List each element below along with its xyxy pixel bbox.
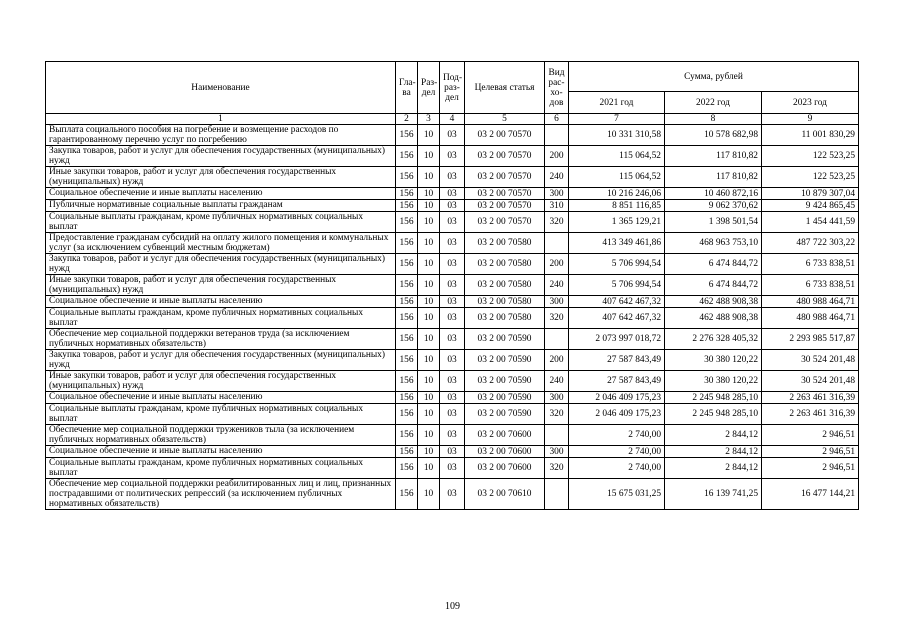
row-subsection: 03 <box>440 479 465 510</box>
row-section: 10 <box>418 233 440 254</box>
row-sum-2023: 10 879 307,04 <box>762 188 859 200</box>
row-sum-2022: 468 963 753,10 <box>665 233 762 254</box>
row-expense-type: 240 <box>545 371 569 392</box>
page-number: 109 <box>445 601 460 612</box>
row-name: Социальные выплаты гражданам, кроме публичных нормативных социальных выплат <box>46 404 396 425</box>
row-expense-type: 300 <box>545 446 569 458</box>
row-sum-2023: 1 454 441,59 <box>762 212 859 233</box>
row-sum-2022: 2 844,12 <box>665 458 762 479</box>
row-sum-2021: 1 365 129,21 <box>569 212 665 233</box>
row-chapter: 156 <box>396 275 418 296</box>
row-chapter: 156 <box>396 350 418 371</box>
row-expense-type: 320 <box>545 458 569 479</box>
row-chapter: 156 <box>396 212 418 233</box>
row-target-article: 03 2 00 70570 <box>465 212 545 233</box>
row-sum-2021: 5 706 994,54 <box>569 275 665 296</box>
row-target-article: 03 2 00 70590 <box>465 329 545 350</box>
row-chapter: 156 <box>396 254 418 275</box>
row-sum-2021: 10 216 246,06 <box>569 188 665 200</box>
row-sum-2022: 6 474 844,72 <box>665 254 762 275</box>
column-number: 8 <box>665 114 762 125</box>
row-chapter: 156 <box>396 146 418 167</box>
row-expense-type: 320 <box>545 404 569 425</box>
row-expense-type: 300 <box>545 392 569 404</box>
table-row <box>46 479 859 510</box>
row-subsection: 03 <box>440 371 465 392</box>
row-target-article: 03 2 00 70590 <box>465 371 545 392</box>
row-sum-2021: 2 740,00 <box>569 425 665 446</box>
row-target-article: 03 2 00 70580 <box>465 308 545 329</box>
row-sum-2023: 9 424 865,45 <box>762 200 859 212</box>
row-expense-type: 300 <box>545 296 569 308</box>
row-sum-2023: 2 946,51 <box>762 425 859 446</box>
table-row <box>46 275 859 296</box>
row-sum-2021: 2 046 409 175,23 <box>569 392 665 404</box>
row-sum-2022: 2 245 948 285,10 <box>665 392 762 404</box>
row-chapter: 156 <box>396 404 418 425</box>
row-subsection: 03 <box>440 200 465 212</box>
row-name: Социальные выплаты гражданам, кроме публичных нормативных социальных выплат <box>46 458 396 479</box>
row-expense-type: 240 <box>545 275 569 296</box>
row-subsection: 03 <box>440 308 465 329</box>
row-name: Закупка товаров, работ и услуг для обеспечения государственных (муниципальных) нужд <box>46 350 396 371</box>
row-section: 10 <box>418 329 440 350</box>
row-name: Социальные выплаты гражданам, кроме публичных нормативных социальных выплат <box>46 212 396 233</box>
row-expense-type: 200 <box>545 146 569 167</box>
table-row <box>46 125 859 146</box>
table-row <box>46 233 859 254</box>
row-sum-2023: 30 524 201,48 <box>762 371 859 392</box>
row-section: 10 <box>418 350 440 371</box>
row-section: 10 <box>418 146 440 167</box>
row-chapter: 156 <box>396 167 418 188</box>
row-chapter: 156 <box>396 329 418 350</box>
row-name: Социальное обеспечение и иные выплаты населению <box>46 392 396 404</box>
row-sum-2023: 122 523,25 <box>762 146 859 167</box>
row-target-article: 03 2 00 70610 <box>465 479 545 510</box>
row-sum-2021: 2 046 409 175,23 <box>569 404 665 425</box>
table-row <box>46 446 859 458</box>
row-subsection: 03 <box>440 146 465 167</box>
row-chapter: 156 <box>396 188 418 200</box>
table-row <box>46 296 859 308</box>
row-sum-2022: 2 844,12 <box>665 425 762 446</box>
row-sum-2021: 407 642 467,32 <box>569 296 665 308</box>
row-chapter: 156 <box>396 296 418 308</box>
row-section: 10 <box>418 479 440 510</box>
row-sum-2022: 16 139 741,25 <box>665 479 762 510</box>
row-sum-2023: 2 946,51 <box>762 458 859 479</box>
column-number: 5 <box>465 114 545 125</box>
row-sum-2023: 11 001 830,29 <box>762 125 859 146</box>
row-sum-2022: 6 474 844,72 <box>665 275 762 296</box>
row-section: 10 <box>418 425 440 446</box>
row-sum-2022: 10 460 872,16 <box>665 188 762 200</box>
row-sum-2022: 30 380 120,22 <box>665 350 762 371</box>
row-target-article: 03 2 00 70570 <box>465 125 545 146</box>
row-section: 10 <box>418 167 440 188</box>
header-section: Раз-дел <box>418 62 440 114</box>
row-chapter: 156 <box>396 233 418 254</box>
table-row <box>46 458 859 479</box>
row-sum-2021: 115 064,52 <box>569 146 665 167</box>
row-section: 10 <box>418 371 440 392</box>
row-subsection: 03 <box>440 425 465 446</box>
header-expense-type: Вид рас-хо-дов <box>545 62 569 114</box>
row-chapter: 156 <box>396 446 418 458</box>
row-subsection: 03 <box>440 275 465 296</box>
row-section: 10 <box>418 404 440 425</box>
row-name: Предоставление гражданам субсидий на оплату жилого помещения и коммунальных услуг (за исключением субвенций местным бюджетам) <box>46 233 396 254</box>
row-target-article: 03 2 00 70570 <box>465 188 545 200</box>
header-2023: 2023 год <box>762 92 859 114</box>
row-section: 10 <box>418 125 440 146</box>
row-name: Обеспечение мер социальной поддержки тружеников тыла (за исключением публичных нормативных обязательств) <box>46 425 396 446</box>
row-name: Социальное обеспечение и иные выплаты населению <box>46 446 396 458</box>
header-target: Целевая статья <box>465 62 545 114</box>
row-expense-type: 200 <box>545 254 569 275</box>
row-subsection: 03 <box>440 125 465 146</box>
table-row <box>46 200 859 212</box>
header-2022: 2022 год <box>665 92 762 114</box>
column-number: 9 <box>762 114 859 125</box>
row-expense-type: 310 <box>545 200 569 212</box>
row-name: Иные закупки товаров, работ и услуг для обеспечения государственных (муниципальных) нужд <box>46 275 396 296</box>
row-sum-2023: 2 946,51 <box>762 446 859 458</box>
row-sum-2021: 115 064,52 <box>569 167 665 188</box>
row-target-article: 03 2 00 70570 <box>465 200 545 212</box>
table-row <box>46 329 859 350</box>
row-chapter: 156 <box>396 425 418 446</box>
header-2021: 2021 год <box>569 92 665 114</box>
row-sum-2022: 117 810,82 <box>665 167 762 188</box>
row-target-article: 03 2 00 70600 <box>465 446 545 458</box>
row-chapter: 156 <box>396 371 418 392</box>
row-sum-2021: 2 740,00 <box>569 458 665 479</box>
row-sum-2022: 9 062 370,62 <box>665 200 762 212</box>
row-sum-2022: 2 245 948 285,10 <box>665 404 762 425</box>
row-section: 10 <box>418 254 440 275</box>
table-row <box>46 308 859 329</box>
row-sum-2021: 2 740,00 <box>569 446 665 458</box>
column-number: 4 <box>440 114 465 125</box>
row-sum-2022: 1 398 501,54 <box>665 212 762 233</box>
row-expense-type: 320 <box>545 308 569 329</box>
row-target-article: 03 2 00 70570 <box>465 146 545 167</box>
row-sum-2022: 2 276 328 405,32 <box>665 329 762 350</box>
header-chapter: Гла-ва <box>396 62 418 114</box>
row-subsection: 03 <box>440 254 465 275</box>
row-sum-2023: 6 733 838,51 <box>762 275 859 296</box>
row-sum-2022: 30 380 120,22 <box>665 371 762 392</box>
row-sum-2021: 27 587 843,49 <box>569 350 665 371</box>
row-target-article: 03 2 00 70580 <box>465 233 545 254</box>
row-sum-2021: 15 675 031,25 <box>569 479 665 510</box>
row-subsection: 03 <box>440 404 465 425</box>
row-sum-2021: 407 642 467,32 <box>569 308 665 329</box>
row-target-article: 03 2 00 70600 <box>465 458 545 479</box>
row-subsection: 03 <box>440 392 465 404</box>
table-row <box>46 392 859 404</box>
row-section: 10 <box>418 392 440 404</box>
header-sum: Сумма, рублей <box>569 62 859 92</box>
row-name: Иные закупки товаров, работ и услуг для обеспечения государственных (муниципальных) нужд <box>46 167 396 188</box>
row-expense-type <box>545 125 569 146</box>
row-expense-type <box>545 425 569 446</box>
row-expense-type <box>545 329 569 350</box>
row-chapter: 156 <box>396 308 418 329</box>
row-sum-2023: 16 477 144,21 <box>762 479 859 510</box>
row-sum-2021: 10 331 310,58 <box>569 125 665 146</box>
row-subsection: 03 <box>440 458 465 479</box>
row-target-article: 03 2 00 70590 <box>465 404 545 425</box>
row-expense-type <box>545 233 569 254</box>
row-expense-type: 320 <box>545 212 569 233</box>
row-target-article: 03 2 00 70580 <box>465 275 545 296</box>
column-number: 2 <box>396 114 418 125</box>
row-target-article: 03 2 00 70580 <box>465 296 545 308</box>
row-name: Закупка товаров, работ и услуг для обеспечения государственных (муниципальных) нужд <box>46 146 396 167</box>
row-chapter: 156 <box>396 125 418 146</box>
row-sum-2021: 5 706 994,54 <box>569 254 665 275</box>
row-name: Обеспечение мер социальной поддержки реабилитированных лиц и лиц, признанных пострадавшими от политических репрессий (за исключением публичных нормативных обязательств) <box>46 479 396 510</box>
row-sum-2023: 6 733 838,51 <box>762 254 859 275</box>
row-sum-2021: 413 349 461,86 <box>569 233 665 254</box>
row-name: Закупка товаров, работ и услуг для обеспечения государственных (муниципальных) нужд <box>46 254 396 275</box>
row-expense-type: 200 <box>545 350 569 371</box>
budget-table <box>45 61 859 510</box>
column-number: 3 <box>418 114 440 125</box>
row-section: 10 <box>418 296 440 308</box>
row-name: Выплата социального пособия на погребение и возмещение расходов по гарантированному перечню услуг по погребению <box>46 125 396 146</box>
row-section: 10 <box>418 308 440 329</box>
row-subsection: 03 <box>440 329 465 350</box>
row-sum-2022: 2 844,12 <box>665 446 762 458</box>
row-sum-2023: 487 722 303,22 <box>762 233 859 254</box>
row-name: Социальное обеспечение и иные выплаты населению <box>46 296 396 308</box>
row-section: 10 <box>418 188 440 200</box>
row-sum-2021: 2 073 997 018,72 <box>569 329 665 350</box>
row-sum-2022: 462 488 908,38 <box>665 296 762 308</box>
row-name: Социальное обеспечение и иные выплаты населению <box>46 188 396 200</box>
row-sum-2023: 122 523,25 <box>762 167 859 188</box>
table-row <box>46 188 859 200</box>
row-expense-type: 300 <box>545 188 569 200</box>
row-chapter: 156 <box>396 392 418 404</box>
table-row <box>46 404 859 425</box>
row-sum-2022: 10 578 682,98 <box>665 125 762 146</box>
row-subsection: 03 <box>440 350 465 371</box>
row-target-article: 03 2 00 70570 <box>465 167 545 188</box>
row-sum-2023: 480 988 464,71 <box>762 296 859 308</box>
row-subsection: 03 <box>440 446 465 458</box>
row-name: Социальные выплаты гражданам, кроме публичных нормативных социальных выплат <box>46 308 396 329</box>
row-sum-2022: 117 810,82 <box>665 146 762 167</box>
row-name: Обеспечение мер социальной поддержки ветеранов труда (за исключением публичных нормативных обязательств) <box>46 329 396 350</box>
row-target-article: 03 2 00 70590 <box>465 392 545 404</box>
table-row <box>46 254 859 275</box>
row-section: 10 <box>418 275 440 296</box>
row-sum-2023: 2 263 461 316,39 <box>762 392 859 404</box>
row-sum-2021: 8 851 116,85 <box>569 200 665 212</box>
table-row <box>46 146 859 167</box>
row-sum-2023: 2 263 461 316,39 <box>762 404 859 425</box>
column-number: 6 <box>545 114 569 125</box>
header-name: Наименование <box>46 62 396 114</box>
row-chapter: 156 <box>396 200 418 212</box>
row-name: Публичные нормативные социальные выплаты гражданам <box>46 200 396 212</box>
row-sum-2022: 462 488 908,38 <box>665 308 762 329</box>
row-subsection: 03 <box>440 296 465 308</box>
row-section: 10 <box>418 212 440 233</box>
row-sum-2023: 2 293 985 517,87 <box>762 329 859 350</box>
column-number: 7 <box>569 114 665 125</box>
row-sum-2021: 27 587 843,49 <box>569 371 665 392</box>
table-body <box>46 125 859 510</box>
table-row <box>46 350 859 371</box>
row-target-article: 03 2 00 70600 <box>465 425 545 446</box>
table-row <box>46 371 859 392</box>
row-chapter: 156 <box>396 479 418 510</box>
row-subsection: 03 <box>440 167 465 188</box>
table-row <box>46 425 859 446</box>
table-row <box>46 167 859 188</box>
row-chapter: 156 <box>396 458 418 479</box>
row-section: 10 <box>418 200 440 212</box>
row-target-article: 03 2 00 70580 <box>465 254 545 275</box>
row-subsection: 03 <box>440 212 465 233</box>
row-target-article: 03 2 00 70590 <box>465 350 545 371</box>
row-section: 10 <box>418 458 440 479</box>
row-expense-type <box>545 479 569 510</box>
row-subsection: 03 <box>440 233 465 254</box>
row-sum-2023: 480 988 464,71 <box>762 308 859 329</box>
row-section: 10 <box>418 446 440 458</box>
column-number: 1 <box>46 114 396 125</box>
row-expense-type: 240 <box>545 167 569 188</box>
row-name: Иные закупки товаров, работ и услуг для обеспечения государственных (муниципальных) нужд <box>46 371 396 392</box>
row-subsection: 03 <box>440 188 465 200</box>
header-subsection: Под-раз-дел <box>440 62 465 114</box>
table-row <box>46 212 859 233</box>
row-sum-2023: 30 524 201,48 <box>762 350 859 371</box>
